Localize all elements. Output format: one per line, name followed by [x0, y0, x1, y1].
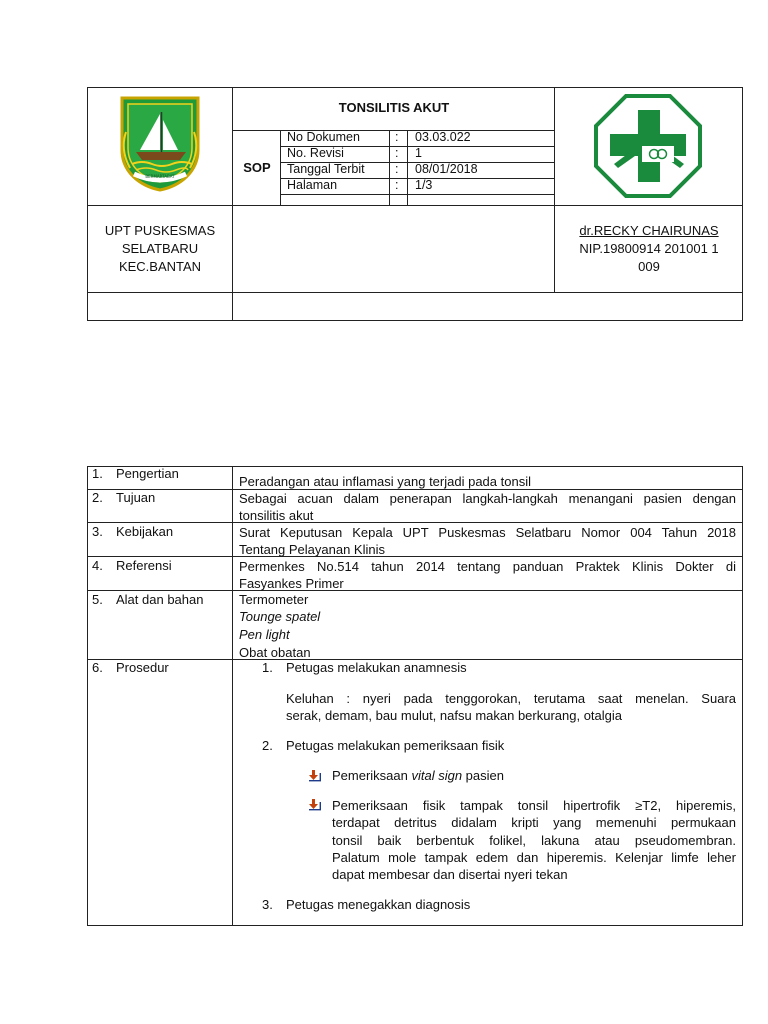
border	[280, 194, 554, 195]
meta-value-doc-number: 03.03.022	[415, 130, 471, 144]
bullet-exam-text: tonsil baik berbentuk folikel, lakuna atau pseudomembran.	[332, 833, 736, 848]
row-label-kebijakan: Kebijakan	[116, 524, 174, 539]
row-text-referensi: Fasyankes Primer	[239, 576, 344, 591]
bullet-exam-text: Palatum mole tampak edem dan hiperemis. Kelenjar limfe leher	[332, 850, 736, 865]
svg-text:BERMARTABAT: BERMARTABAT	[145, 174, 175, 179]
tool-item: Termometer	[239, 592, 309, 607]
arrow-bullet-icon	[308, 797, 322, 811]
document-title: TONSILITIS AKUT	[338, 100, 450, 115]
tool-item: Obat obatan	[239, 645, 311, 660]
puskesmas-logo	[592, 92, 704, 200]
border	[554, 87, 555, 292]
bullet-text: Pemeriksaan	[332, 768, 412, 783]
bullet-exam-text: Pemeriksaan fisik tampak tonsil hipertrofik ≥T2, hiperemis,	[332, 798, 736, 813]
meta-value-issue-date: 08/01/2018	[415, 162, 478, 176]
step-number: 3.	[262, 897, 273, 912]
row-label-referensi: Referensi	[116, 558, 172, 573]
bullet-exam-text: dapat membesar dan disertai nyeri tekan	[332, 867, 568, 882]
meta-value-revision: 1	[415, 146, 422, 160]
meta-colon: :	[395, 130, 399, 144]
meta-colon: :	[395, 146, 399, 160]
row-text-tujuan: Sebagai acuan dalam penerapan langkah-langkah menangani pasien dengan	[239, 491, 736, 506]
row-label-prosedur: Prosedur	[116, 660, 169, 675]
org-line: UPT PUSKESMAS	[104, 223, 216, 238]
row-text-pengertian: Peradangan atau inflamasi yang terjadi pada tonsil	[239, 474, 531, 489]
signatory-nip: 009	[638, 259, 660, 274]
row-number: 3.	[92, 524, 103, 539]
keluhan-text: Keluhan : nyeri pada tenggorokan, terutama saat menelan. Suara	[286, 691, 736, 706]
border	[232, 466, 233, 926]
step-anamnesis: Petugas melakukan anamnesis	[286, 660, 467, 675]
bullet-text-italic: vital sign	[411, 768, 463, 783]
row-text-tujuan: tonsilitis akut	[239, 508, 314, 523]
row-number: 5.	[92, 592, 103, 607]
border	[87, 87, 88, 321]
row-number: 6.	[92, 660, 103, 675]
tool-item: Pen light	[239, 627, 290, 642]
meta-colon: :	[395, 162, 399, 176]
border	[87, 292, 743, 293]
border	[232, 87, 233, 321]
signatory-name: dr.RECKY CHAIRUNAS	[579, 223, 719, 238]
border	[87, 925, 743, 926]
row-label-alat-bahan: Alat dan bahan	[116, 592, 204, 607]
row-text-kebijakan: Surat Keputusan Kepala UPT Puskesmas Selatbaru Nomor 004 Tahun 2018	[239, 525, 736, 540]
row-text-referensi: Permenkes No.514 tahun 2014 tentang panduan Praktek Klinis Dokter di	[239, 559, 736, 574]
bullet-exam-text: terdapat detritus didalam kripti yang memenuhi permukaan	[332, 815, 736, 830]
organization-name	[88, 222, 232, 276]
regional-emblem-logo	[118, 94, 202, 192]
border	[742, 87, 743, 321]
row-number: 2.	[92, 490, 103, 505]
org-line: KEC.BANTAN	[118, 259, 202, 274]
meta-colon: :	[395, 178, 399, 192]
step-diagnosis: Petugas menegakkan diagnosis	[286, 897, 471, 912]
row-number: 4.	[92, 558, 103, 573]
row-label-tujuan: Tujuan	[116, 490, 156, 505]
meta-value-page: 1/3	[415, 178, 433, 192]
step-number: 1.	[262, 660, 273, 675]
row-label-pengertian: Pengertian	[116, 466, 179, 481]
meta-label-issue-date: Tanggal Terbit	[287, 162, 365, 176]
border	[87, 320, 743, 321]
org-line: SELATBARU	[121, 241, 199, 256]
meta-label-doc-number: No Dokumen	[287, 130, 360, 144]
bullet-text: pasien	[462, 768, 504, 783]
arrow-bullet-icon	[308, 768, 322, 782]
border	[87, 466, 743, 467]
border	[87, 466, 88, 926]
tool-item: Tounge spatel	[239, 609, 321, 624]
border	[87, 87, 743, 88]
bullet-vital-sign	[332, 767, 736, 784]
meta-label-revision: No. Revisi	[287, 146, 344, 160]
signatory-nip: NIP.19800914 201001 1	[579, 241, 719, 256]
row-number: 1.	[92, 466, 103, 481]
row-text-kebijakan: Tentang Pelayanan Klinis	[239, 542, 385, 557]
sop-label: SOP	[243, 160, 271, 175]
meta-label-page: Halaman	[287, 178, 338, 192]
border	[742, 466, 743, 926]
step-number: 2.	[262, 738, 273, 753]
border	[87, 205, 743, 206]
signatory	[556, 222, 742, 276]
keluhan-text: serak, demam, bau mulut, nafsu makan berkurang, otalgia	[286, 708, 623, 723]
step-physical-exam: Petugas melakukan pemeriksaan fisik	[286, 738, 505, 753]
